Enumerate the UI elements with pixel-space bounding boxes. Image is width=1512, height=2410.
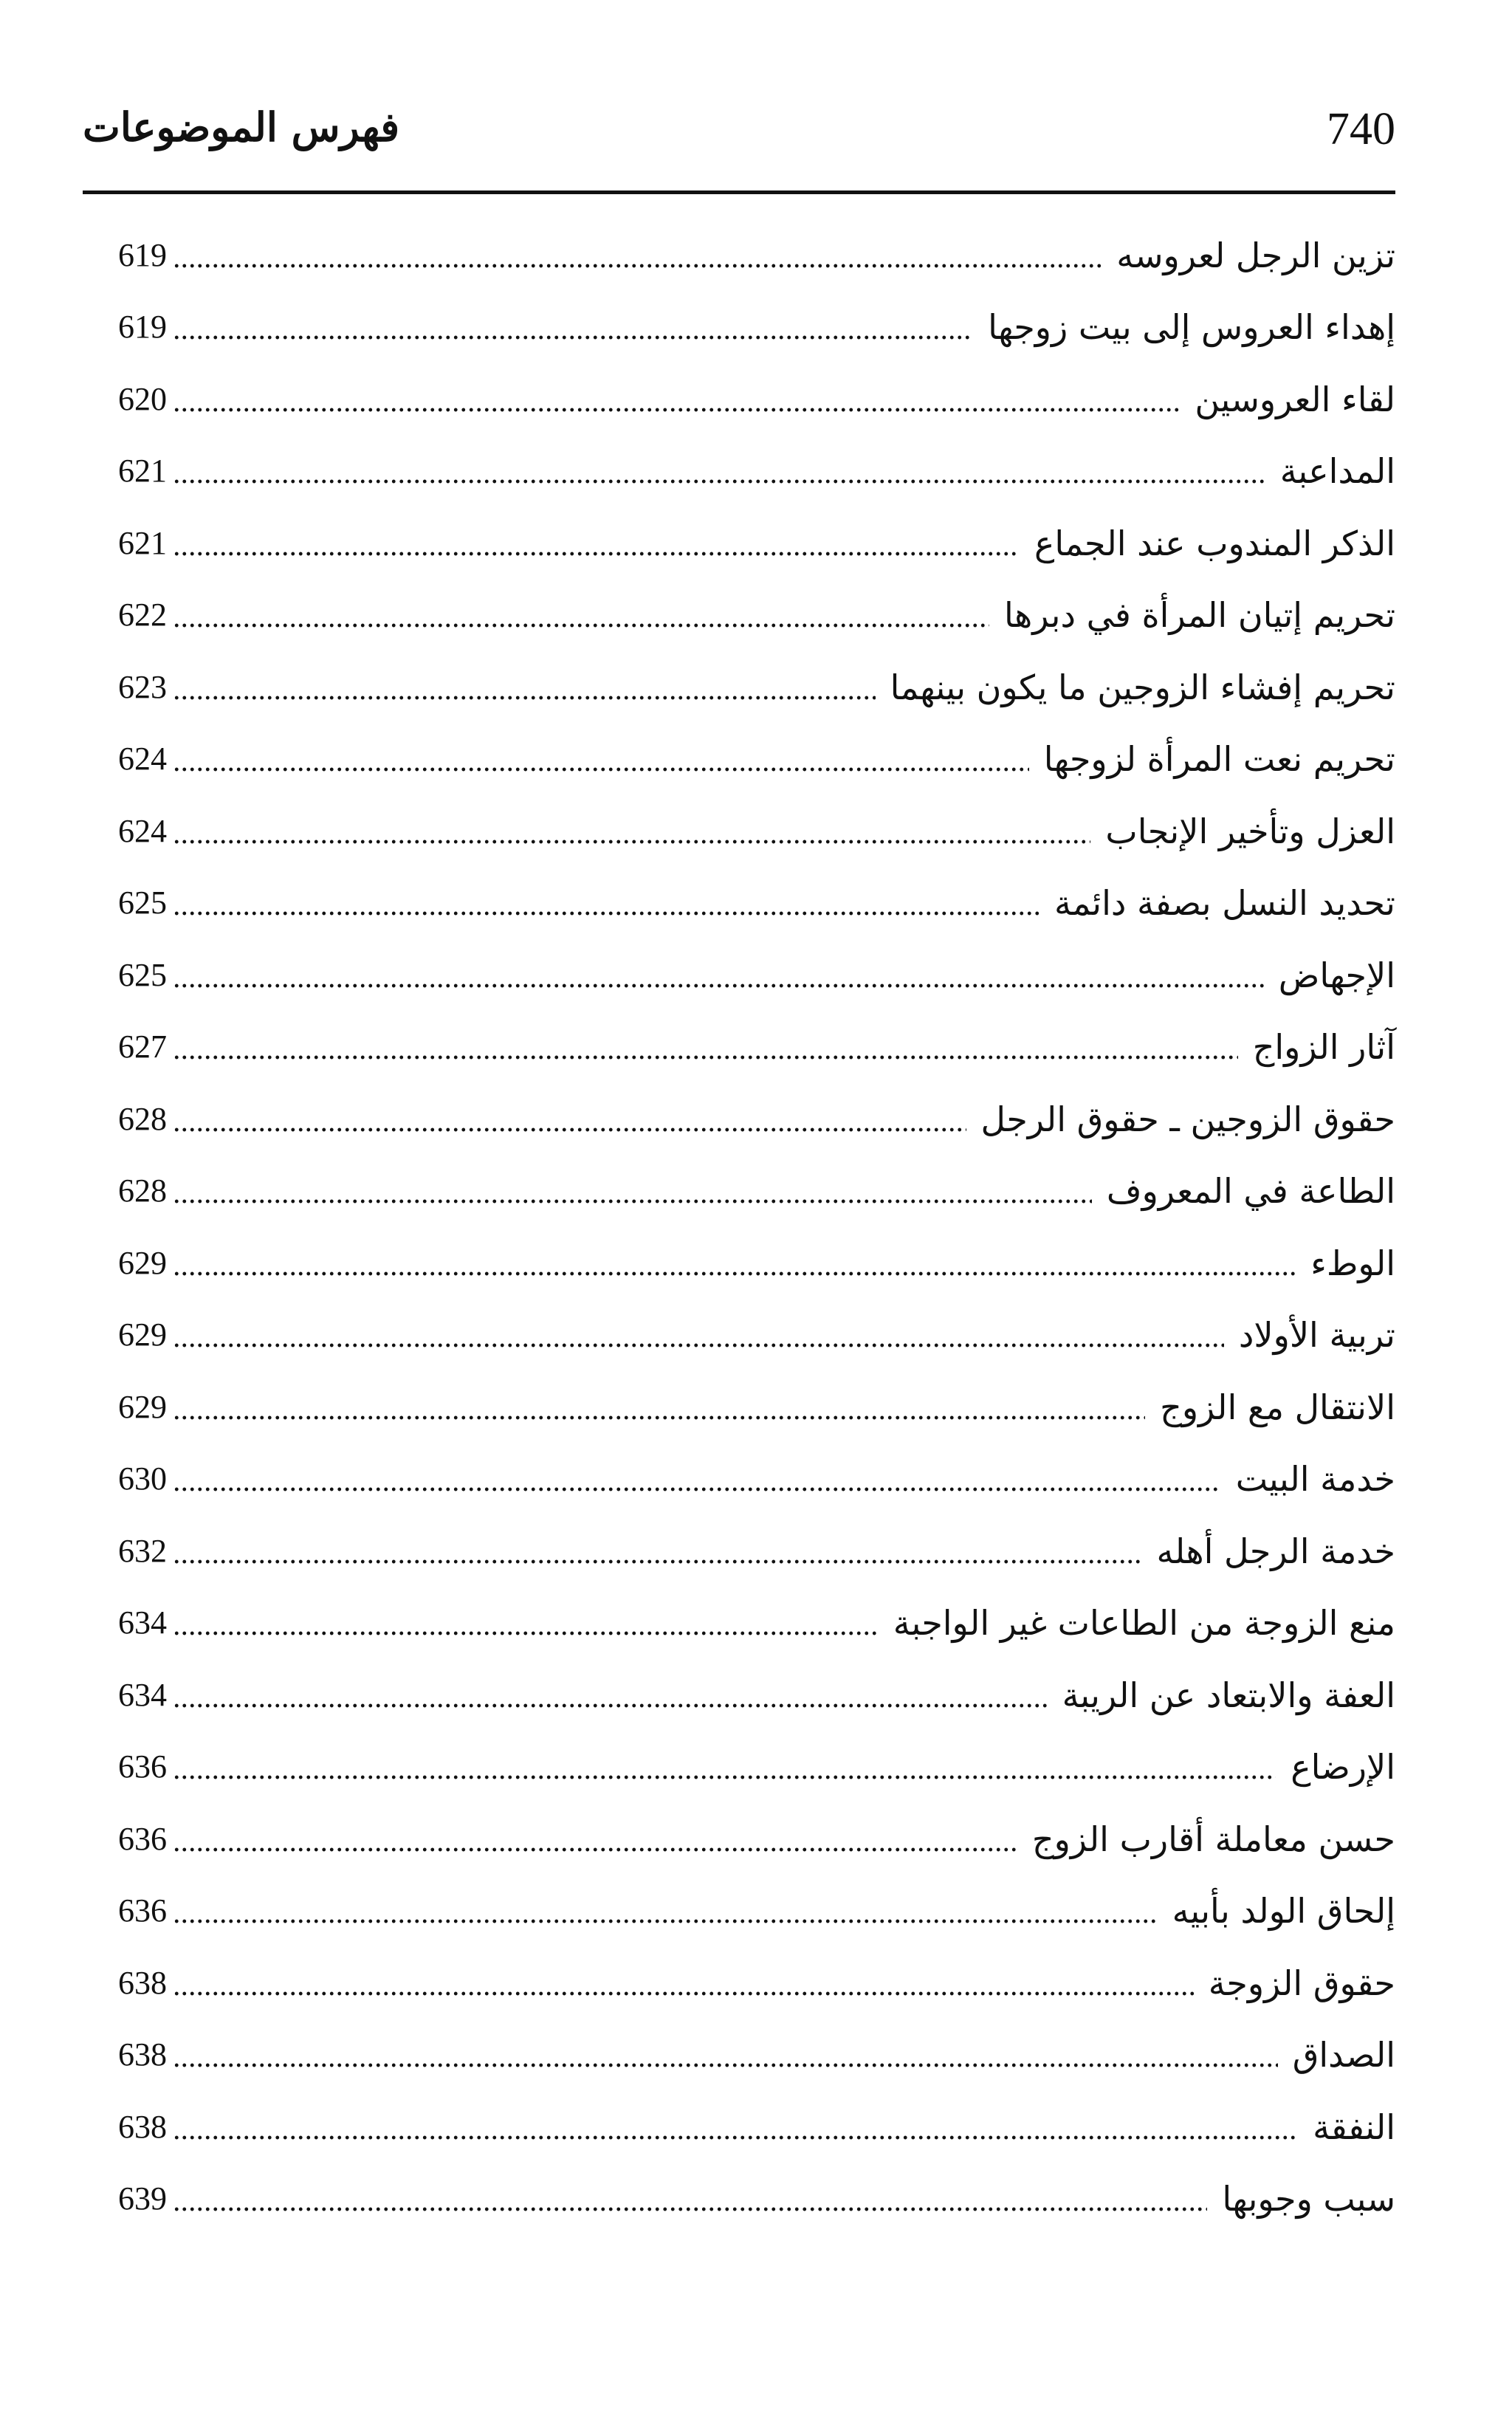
entry-page-number: 636 [118, 1748, 167, 1785]
entry-title: تحديد النسل بصفة دائمة [1054, 883, 1395, 923]
entry-page-number: 639 [118, 2180, 167, 2217]
entry-page-number: 625 [118, 885, 167, 921]
index-entry [118, 1508, 1395, 1581]
index-entry [118, 285, 1395, 357]
dot-leader [173, 551, 1020, 557]
dot-leader [173, 334, 973, 340]
index-entry [118, 2157, 1395, 2229]
index-entry [118, 429, 1395, 501]
entry-title: الإجهاض [1278, 955, 1395, 995]
entry-title: إهداء العروس إلى بيت زوجها [988, 307, 1395, 347]
entry-title: لقاء العروسين [1195, 379, 1395, 419]
entry-title: آثار الزواج [1252, 1027, 1395, 1067]
dot-leader [173, 1198, 1092, 1204]
index-entry [118, 213, 1395, 285]
dot-leader [173, 1630, 879, 1636]
entry-page-number: 628 [118, 1100, 167, 1137]
dot-leader [173, 2062, 1278, 2068]
index-entry [118, 789, 1395, 861]
entry-page-number: 628 [118, 1173, 167, 1209]
index-entry [118, 2013, 1395, 2085]
entry-title: خدمة البيت [1235, 1459, 1395, 1499]
index-entry [118, 1293, 1395, 1365]
dot-leader [173, 622, 989, 628]
entry-title: الطاعة في المعروف [1106, 1171, 1395, 1211]
dot-leader [173, 1342, 1224, 1348]
index-entry [118, 1940, 1395, 2013]
index-entry [118, 501, 1395, 573]
entry-page-number: 638 [118, 2108, 167, 2145]
entry-page-number: 621 [118, 524, 167, 561]
index-entry [118, 2084, 1395, 2157]
entry-page-number: 622 [118, 597, 167, 633]
entry-title: الانتقال مع الزوج [1160, 1387, 1395, 1427]
entry-page-number: 627 [118, 1029, 167, 1065]
dot-leader [173, 1703, 1048, 1709]
entry-title: النفقة [1313, 2107, 1395, 2147]
dot-leader [173, 1559, 1141, 1565]
entry-title: الوطء [1310, 1243, 1395, 1283]
entry-page-number: 624 [118, 812, 167, 849]
entry-page-number: 629 [118, 1388, 167, 1425]
dot-leader [173, 910, 1040, 916]
entry-page-number: 620 [118, 380, 167, 417]
index-entry [118, 1581, 1395, 1653]
entry-title: الصداق [1292, 2035, 1395, 2075]
dot-leader [173, 478, 1265, 484]
index-entry [118, 1796, 1395, 1869]
dot-leader [173, 839, 1090, 845]
entry-page-number: 636 [118, 1820, 167, 1857]
page-number: 740 [1327, 104, 1395, 154]
entry-page-number: 624 [118, 741, 167, 777]
entry-title: تربية الأولاد [1238, 1315, 1395, 1355]
entry-title: سبب وجوبها [1222, 2179, 1395, 2219]
index-entry [118, 1437, 1395, 1509]
index-entry [118, 1221, 1395, 1293]
index-entry [118, 933, 1395, 1005]
index-entry [118, 1364, 1395, 1437]
dot-leader [173, 1991, 1194, 1997]
index-entry [118, 1149, 1395, 1221]
entry-title: حقوق الزوجة [1208, 1963, 1395, 2003]
dot-leader [173, 983, 1264, 989]
index-entry [118, 357, 1395, 429]
entry-page-number: 638 [118, 2036, 167, 2073]
dot-leader [173, 766, 1029, 772]
entry-title: حقوق الزوجين ـ حقوق الرجل [980, 1099, 1395, 1139]
index-entry [118, 573, 1395, 645]
entry-title: إلحاق الولد بأبيه [1172, 1891, 1395, 1931]
entry-page-number: 638 [118, 1964, 167, 2001]
dot-leader [173, 695, 876, 701]
entry-title: العزل وتأخير الإنجاب [1105, 811, 1395, 851]
index-entry [118, 645, 1395, 717]
dot-leader [173, 407, 1180, 413]
index-entry [118, 1652, 1395, 1725]
header-rule [83, 190, 1395, 194]
entry-page-number: 619 [118, 236, 167, 273]
entry-title: حسن معاملة أقارب الزوج [1031, 1819, 1395, 1859]
entry-page-number: 630 [118, 1460, 167, 1497]
dot-leader [173, 1054, 1238, 1060]
entry-title: العفة والابتعاد عن الريبة [1062, 1675, 1395, 1715]
page-header [83, 103, 1395, 177]
entry-page-number: 636 [118, 1892, 167, 1929]
entry-title: تحريم إفشاء الزوجين ما يكون بينهما [890, 667, 1395, 707]
dot-leader [173, 1415, 1145, 1421]
entry-title: المداعبة [1279, 451, 1395, 491]
entry-title: تحريم إتيان المرأة في دبرها [1004, 595, 1395, 635]
entry-page-number: 629 [118, 1316, 167, 1353]
index-entry [118, 1869, 1395, 1941]
dot-leader [173, 1774, 1276, 1780]
entry-title: منع الزوجة من الطاعات غير الواجبة [893, 1603, 1395, 1643]
dot-leader [173, 1918, 1158, 1924]
index-entry [118, 1005, 1395, 1077]
entry-page-number: 634 [118, 1604, 167, 1641]
dot-leader [173, 1271, 1296, 1277]
entry-page-number: 634 [118, 1676, 167, 1713]
dot-leader [173, 1127, 966, 1133]
dot-leader [173, 2206, 1207, 2212]
entry-title: الذكر المندوب عند الجماع [1034, 523, 1395, 563]
entry-title: تحريم نعت المرأة لزوجها [1043, 739, 1395, 779]
dot-leader [173, 1847, 1017, 1853]
entry-page-number: 632 [118, 1532, 167, 1569]
dot-leader [173, 2135, 1298, 2140]
entry-title: خدمة الرجل أهله [1156, 1531, 1395, 1571]
index-entry [118, 717, 1395, 789]
entry-page-number: 619 [118, 309, 167, 345]
dot-leader [173, 263, 1102, 269]
index-list [118, 213, 1395, 2228]
entry-page-number: 629 [118, 1244, 167, 1281]
entry-title: تزين الرجل لعروسه [1116, 235, 1395, 275]
entry-title: الإرضاع [1291, 1747, 1395, 1787]
running-title: فهرس الموضوعات [83, 103, 400, 151]
entry-page-number: 623 [118, 668, 167, 705]
dot-leader [173, 1486, 1221, 1492]
entry-page-number: 625 [118, 956, 167, 993]
index-entry [118, 861, 1395, 933]
index-entry [118, 1077, 1395, 1149]
entry-page-number: 621 [118, 453, 167, 489]
index-entry [118, 1725, 1395, 1797]
